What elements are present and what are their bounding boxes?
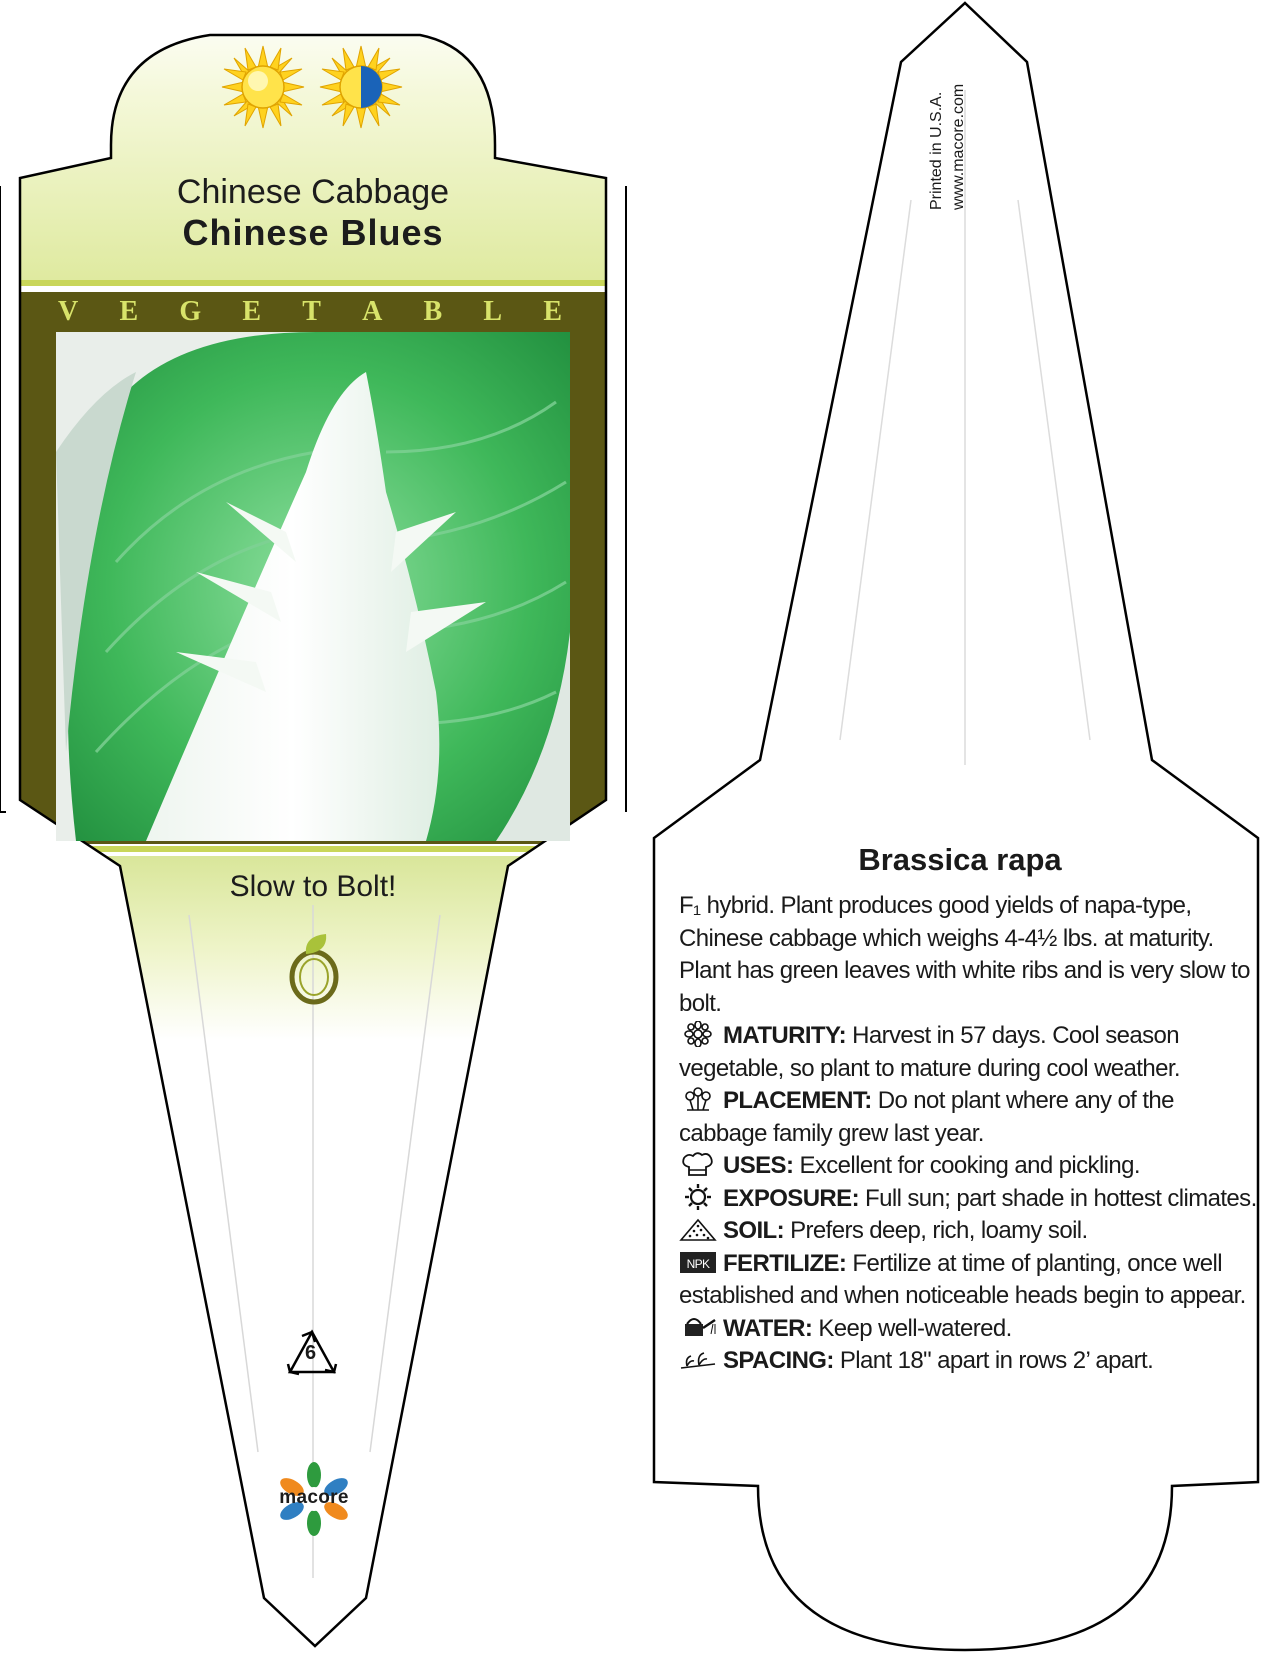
category-letter: A (362, 296, 383, 327)
part-sun-icon (318, 44, 404, 130)
category-letter: T (302, 296, 321, 327)
growing-info (679, 890, 1259, 1378)
item-label: SOIL: (723, 1217, 784, 1244)
item-text: Harvest in 57 days. Cool season vegetable, so plant to mature during cool weather. (679, 1022, 1181, 1082)
npk-icon (679, 1249, 717, 1275)
info-item (679, 1248, 1259, 1313)
item-text: Do not plant where any of the cabbage family grew last year. (679, 1087, 1174, 1147)
item-label: WATER: (723, 1314, 813, 1342)
category-letter: E (242, 296, 261, 327)
flower-icon (679, 1021, 717, 1047)
item-label: FERTILIZE: (723, 1249, 847, 1277)
sprout-icon (284, 932, 344, 1006)
soil-icon (679, 1216, 717, 1242)
item-label: PLACEMENT: (723, 1087, 872, 1114)
item-text: Plant 18" apart in rows 2’ apart. (839, 1347, 1154, 1374)
item-label: MATURITY: (723, 1022, 847, 1049)
brand-name: macore (279, 1487, 349, 1508)
intro-text: F₁ hybrid. Plant produces good yields of napa-type, Chinese cabbage which weighs 4-4½ lbs. at maturity. Plant has green leaves with white ribs and is very slow to bolt. (679, 892, 1250, 1017)
info-item (679, 1345, 1259, 1378)
category-band (20, 294, 606, 330)
exposure-icons (220, 44, 404, 130)
info-item (679, 1085, 1259, 1150)
printer-website: www.macore.com (950, 83, 967, 210)
category-letter: L (483, 296, 503, 327)
item-label: EXPOSURE: (723, 1184, 859, 1212)
item-text: Fertilize at time of planting, once well established and when noticeable heads begin to appear. (679, 1249, 1246, 1309)
category-letter: B (423, 296, 443, 327)
chef-hat-icon (679, 1151, 717, 1177)
watering-can-icon (679, 1314, 717, 1340)
plants-icon (679, 1086, 717, 1112)
svg-text:NPK: NPK (686, 1256, 710, 1271)
info-item (679, 1150, 1259, 1183)
slogan: Slow to Bolt! (229, 870, 397, 903)
category-letter: E (119, 296, 139, 327)
category-letter: E (543, 296, 562, 327)
item-text: Full sun; part shade in hottest climates. (865, 1184, 1257, 1212)
recycle-number: 6 (305, 1342, 317, 1364)
category-letter: G (179, 296, 202, 327)
info-item (679, 1313, 1259, 1346)
item-text: Excellent for cooking and pickling. (799, 1152, 1140, 1179)
printed-location: Printed in U.S.A. (928, 91, 945, 210)
category-letter: V (58, 296, 79, 327)
common-name: Chinese Cabbage (176, 173, 450, 211)
cabbage-photo (56, 332, 570, 841)
info-item (679, 1020, 1259, 1085)
item-text: Prefers deep, rich, loamy soil. (790, 1217, 1088, 1244)
plant-title (20, 172, 606, 254)
item-text: Keep well-watered. (818, 1314, 1012, 1342)
printer-info (926, 84, 970, 210)
item-label: USES: (723, 1152, 794, 1179)
scientific-name: Brassica rapa (858, 842, 1062, 877)
full-sun-icon (220, 44, 306, 130)
item-label: SPACING: (723, 1347, 834, 1374)
back-tag (654, 3, 1258, 1650)
info-item (679, 1215, 1259, 1248)
info-item (679, 1183, 1259, 1216)
variety-name: Chinese Blues (182, 212, 444, 253)
spacing-icon (679, 1346, 717, 1372)
sun-icon (679, 1184, 717, 1210)
